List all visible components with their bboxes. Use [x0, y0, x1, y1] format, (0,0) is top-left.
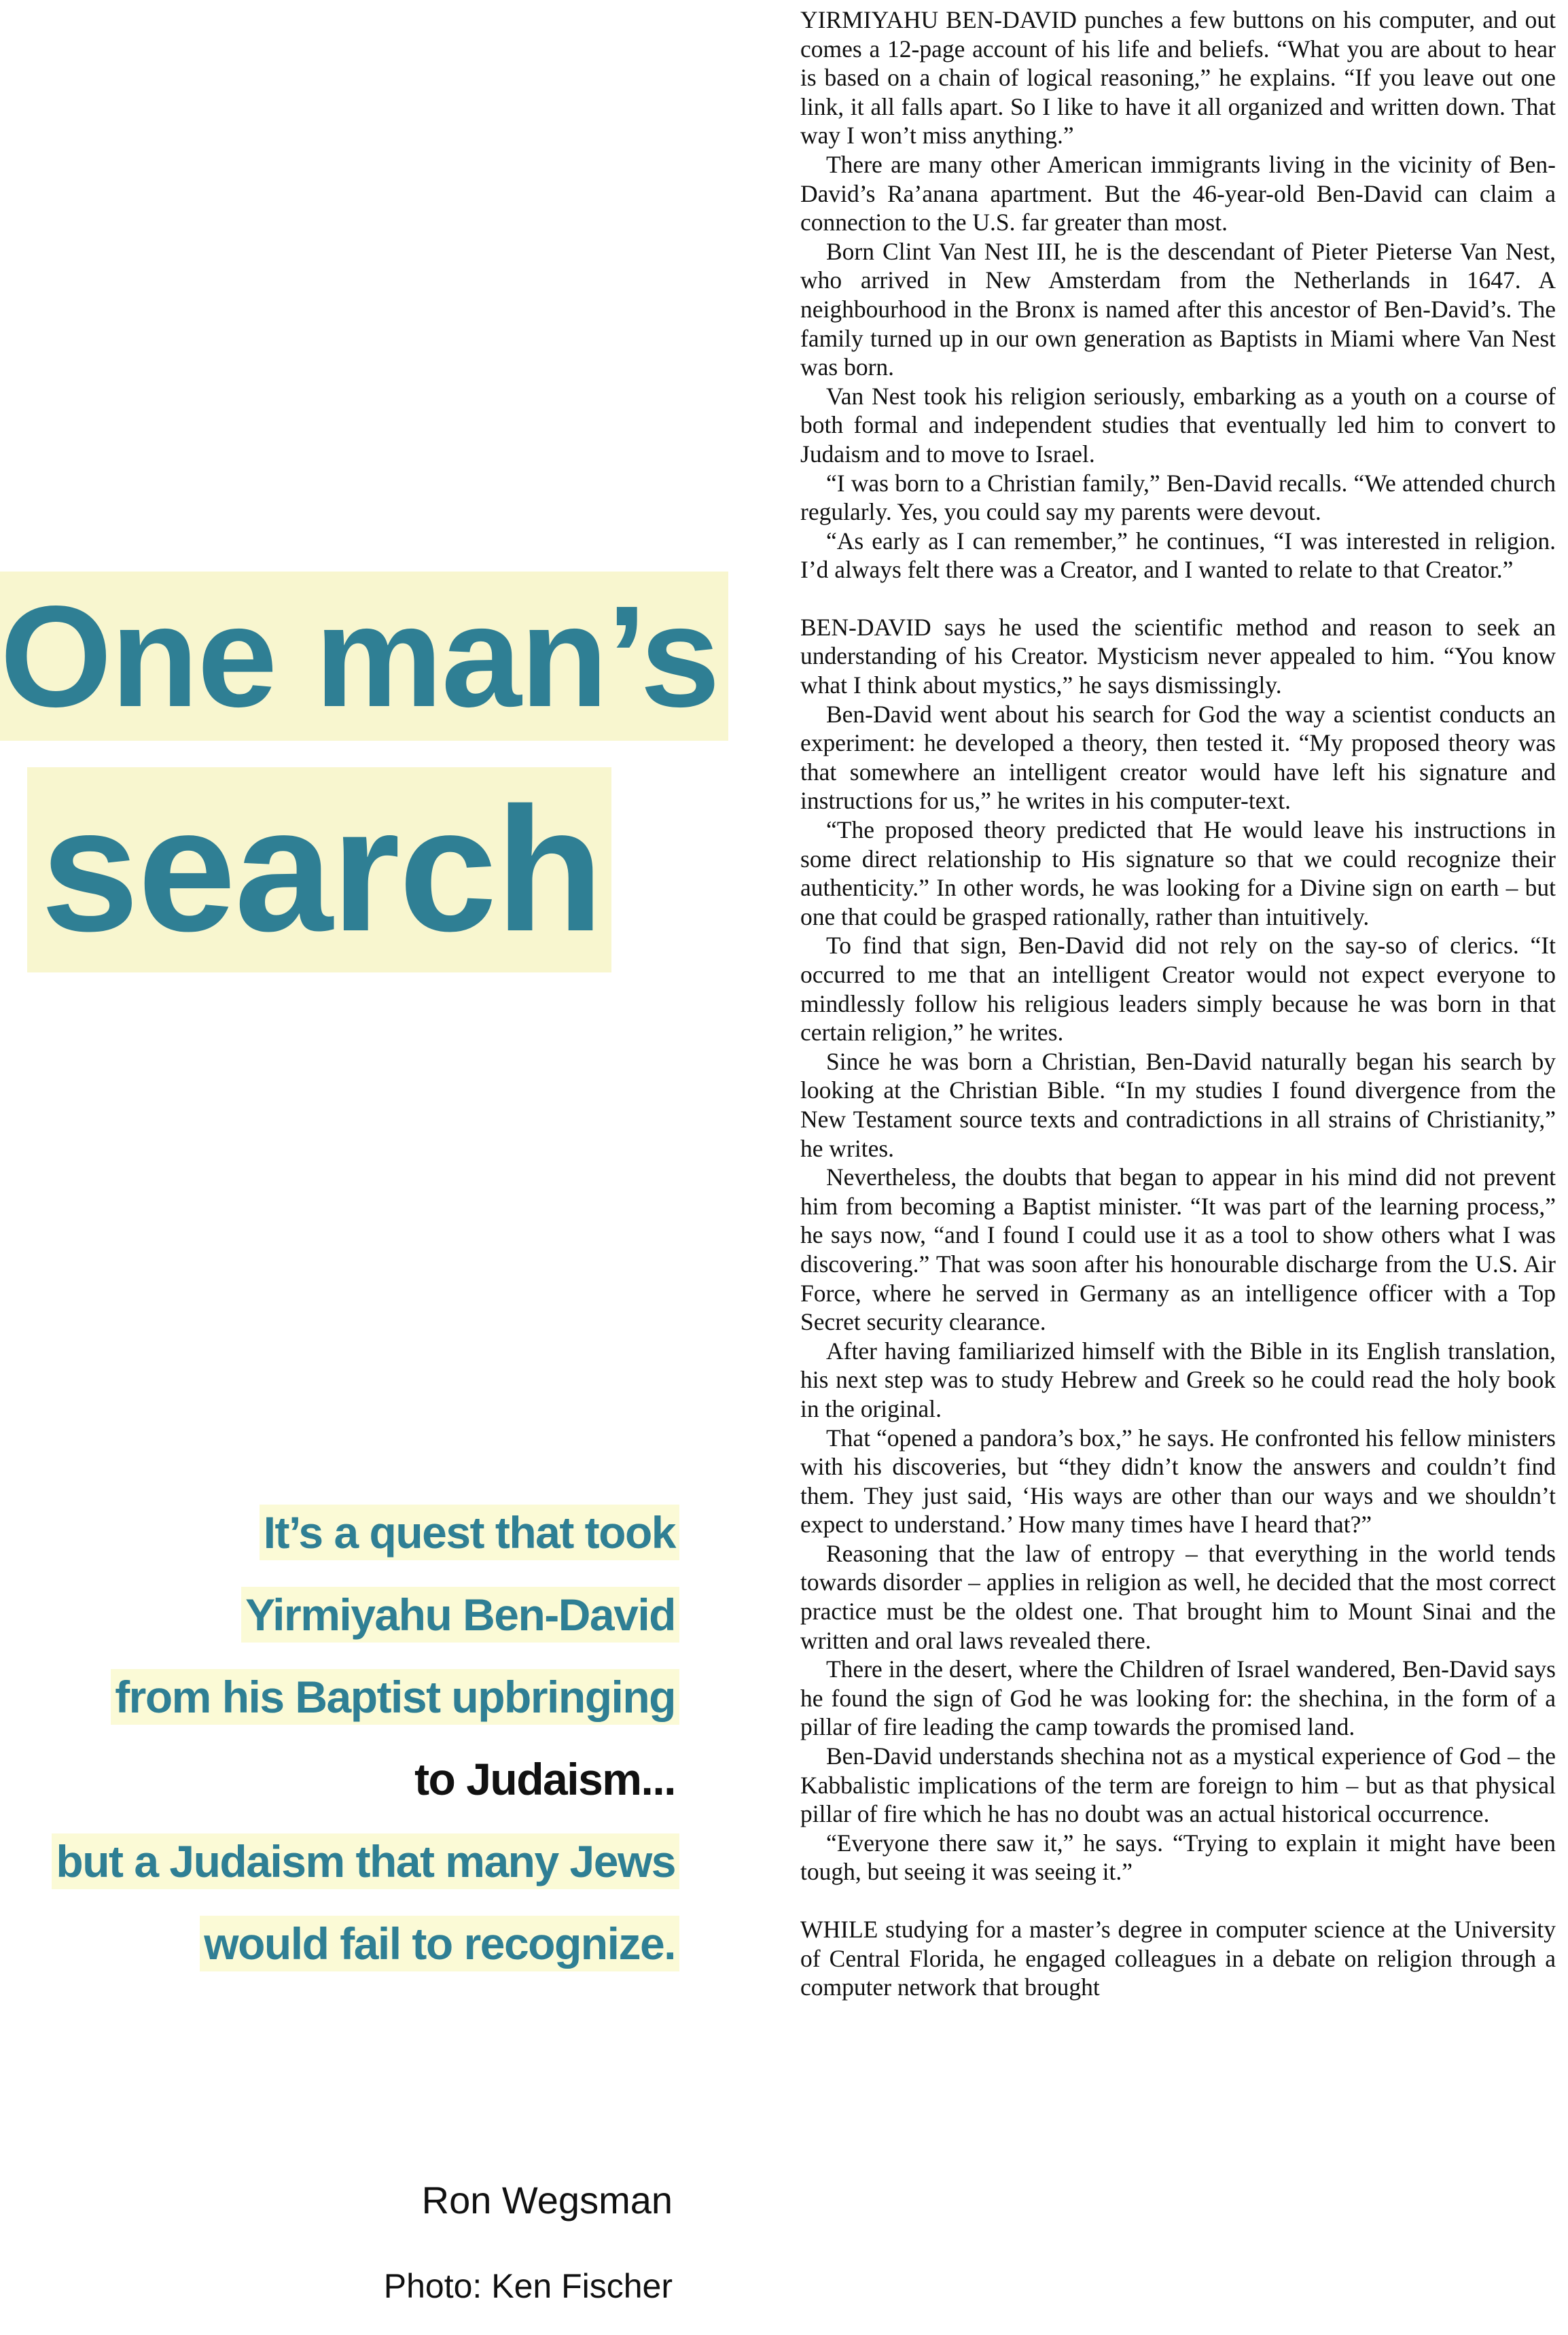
article-paragraph: To find that sign, Ben-David did not rely on the say-so of clerics. “It occurred to me that an intelligent Creator would not expect everyone to mindlessly follow his religious leaders simply because he was born in that certain religion,” he writes.: [800, 932, 1556, 1047]
article-paragraph: Ben-David understands shechina not as a mystical experience of God – the Kabbalistic implications of the term are foreign to him – but as that physical pillar of fire which he has no doubt was an actual historical occurrence.: [800, 1742, 1556, 1828]
article-paragraph: YIRMIYAHU BEN-DAVID punches a few buttons on his computer, and out comes a 12-page account of his life and beliefs. “What you are about to hear is based on a chain of logical reasoning,” he explains. “If you leave out one link, it all falls apart. So I like to have it all organized and written down. That way I won’t miss anything.”: [800, 6, 1556, 150]
article-paragraph: Since he was born a Christian, Ben-David naturally began his search by looking at the Christian Bible. “In my studies I found divergence from the New Testament source texts and contradictions in all strains of Christianity,” he writes.: [800, 1047, 1556, 1162]
deck: [7, 1492, 679, 1985]
deck-line-1: It’s a quest that took: [7, 1492, 679, 1574]
article-paragraph: Van Nest took his religion seriously, embarking as a youth on a course of both formal and independent studies that eventually led him to convert to Judaism and to move to Israel.: [800, 382, 1556, 468]
article-paragraph: There are many other American immigrants living in the vicinity of Ben-David’s Ra’anana apartment. But the 46-year-old Ben-David can claim a connection to the U.S. far greater than most.: [800, 150, 1556, 236]
article-paragraph: Born Clint Van Nest III, he is the descendant of Pieter Pieterse Van Nest, who arrived in New Amsterdam from the Netherlands in 1647. A neighbourhood in the Bronx is named after this ancestor of Ben-David’s. The family turned up in our own generation as Baptists in Miami where Van Nest was born.: [800, 237, 1556, 381]
article-paragraph: BEN-DAVID says he used the scientific method and reason to seek an understanding of his Creator. Mysticism never appealed to him. “You know what I think about mystics,” he says dismissingly.: [800, 613, 1556, 699]
headline-column: [0, 0, 719, 2335]
article-paragraph: Nevertheless, the doubts that began to appear in his mind did not prevent him from becoming a Baptist minister. “It was part of the learning process,” he says now, “and I found I could use it as a tool to show others what I was discovering.” That was soon after his honourable discharge from the U.S. Air Force, where he served in Germany as an intelligence officer with a Top Secret security clearance.: [800, 1163, 1556, 1336]
deck-line-3: from his Baptist upbringing: [7, 1656, 679, 1738]
headline-line-1: One man’s: [0, 584, 728, 728]
headline-line-2: search: [27, 782, 611, 958]
article-paragraph: After having familiarized himself with the Bible in its English translation, his next step was to study Hebrew and Greek so he could read the holy book in the original.: [800, 1337, 1556, 1422]
deck-line-2: Yirmiyahu Ben-David: [7, 1574, 679, 1656]
article-body: [800, 5, 1556, 2335]
article-paragraph: Reasoning that the law of entropy – that everything in the world tends towards disorder – applies in religion as well, he decided that the most correct practice must be the oldest one. That brought him to Mount Sinai and the written and oral laws revealed there.: [800, 1539, 1556, 1654]
article-paragraph: There in the desert, where the Children of Israel wandered, Ben-David says he found the sign of God he was looking for: the shechina, in the form of a pillar of fire leading the camp towards the promised land.: [800, 1655, 1556, 1741]
photo-credit: Photo: Ken Fischer: [383, 2267, 673, 2305]
article-paragraph: That “opened a pandora’s box,” he says. He confronted his fellow ministers with his discoveries, but “they didn’t know the answers and couldn’t find them. They just said, ‘His ways are other than our ways and we shouldn’t expect to understand.’ How many times have I heard that?”: [800, 1424, 1556, 1539]
article-paragraph: “Everyone there saw it,” he says. “Trying to explain it might have been tough, but seeing it was seeing it.”: [800, 1829, 1556, 1886]
article-paragraph: WHILE studying for a master’s degree in computer science at the University of Central Florida, he engaged colleagues in a debate on religion through a computer network that brought: [800, 1916, 1556, 2001]
article-paragraph: Ben-David went about his search for God the way a scientist conducts an experiment: he developed a theory, then tested it. “My proposed theory was that somewhere an intelligent creator would have left his signature and instructions for us,” he writes in his computer-text.: [800, 700, 1556, 815]
article-paragraph: “The proposed theory predicted that He would leave his instructions in some direct relationship to His signature so that we could recognize their authenticity.” In other words, he was looking for a Divine sign on earth – but one that could be grasped rationally, rather than intuitively.: [800, 816, 1556, 930]
byline: Ron Wegsman: [421, 2179, 673, 2222]
deck-line-4: to Judaism...: [414, 1754, 675, 1804]
article-paragraph: “As early as I can remember,” he continues, “I was interested in religion. I’d always felt there was a Creator, and I wanted to relate to that Creator.”: [800, 527, 1556, 584]
article-paragraph: “I was born to a Christian family,” Ben-David recalls. “We attended church regularly. Yes, you could say my parents were devout.: [800, 469, 1556, 526]
deck-line-5: but a Judaism that many Jews: [7, 1821, 679, 1903]
deck-line-6: would fail to recognize.: [7, 1903, 679, 1985]
